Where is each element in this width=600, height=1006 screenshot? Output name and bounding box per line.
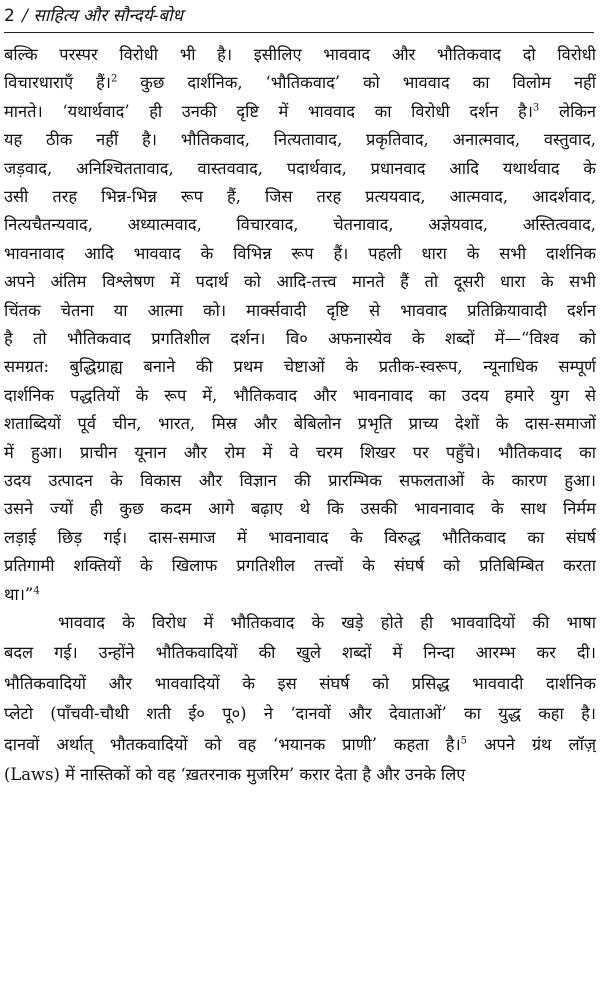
line-text: समग्रत: बुद्धिग्राह्य बनाने की प्रथम चेष्टाओं के प्रतीक-स्वरूप, न्यूनाधिक सम्पूर्ण bbox=[4, 357, 596, 377]
text-line bbox=[4, 40, 596, 70]
text-line bbox=[4, 182, 596, 212]
line-text: (Laws) में नास्तिकों को वह ‘ख़तरनाक मुजरिम’ करार देता है और उनके लिए bbox=[4, 765, 466, 784]
text-line bbox=[4, 730, 596, 760]
line-text: भौतिकवादियों और भाववादियों के इस संघर्ष को प्रसिद्ध भाववादी दार्शनिक bbox=[4, 673, 596, 693]
text-line bbox=[4, 669, 596, 699]
line-text: दानवों अर्थात् भौतकवादियों को वह ‘भयानक प्राणी’ कहता है। bbox=[4, 734, 461, 754]
footnote-marker: 4 bbox=[33, 585, 40, 597]
text-line bbox=[4, 438, 596, 468]
text-line bbox=[4, 638, 596, 668]
line-text: उसने ज्यों ही कुछ कदम आगे बढ़ाए थे कि उसकी भावनावाद के साथ निर्मम bbox=[4, 499, 596, 519]
line-text: है तो भौतिकवाद प्रगतिशील दर्शन। वि० अफनास्येव के शब्दों में—“विश्व को bbox=[4, 329, 596, 348]
text-line bbox=[4, 352, 596, 382]
line-text: जड़वाद, अनिश्चिततावाद, वास्तववाद, पदार्थवाद, प्रधानवाद आदि यथार्थवाद के bbox=[4, 158, 596, 178]
text-line bbox=[58, 608, 596, 638]
line-text: विचारधाराएँ हैं। bbox=[4, 73, 111, 93]
line-text: नित्यचैतन्यवाद, अध्यात्मवाद, विचारवाद, चेतनावाद, अज्ञेयवाद, अस्तित्ववाद, bbox=[4, 215, 596, 235]
page-number: 2 bbox=[4, 6, 15, 26]
line-text: बदल गई। उन्होंने भौतिकवादियों की खुले शब्दों में निन्दा आरम्भ कर दी। bbox=[4, 643, 596, 663]
line-text: शताब्दियों पूर्व चीन, भारत, मिस्र और बेबिलोन प्रभृति प्राच्य देशों के दास-समाजों bbox=[4, 414, 596, 434]
line-text-continued: कुछ दार्शनिक, ‘भौतिकवाद’ को भाववाद का विलोम नहीं bbox=[117, 73, 596, 93]
footnote-marker: 3 bbox=[532, 102, 540, 114]
line-text: उदय उत्पादन के विकास और विज्ञान की प्रारम्भिक सफलताओं के कारण हुआ। bbox=[4, 471, 596, 490]
text-line bbox=[4, 97, 596, 127]
line-text: बल्कि परस्पर विरोधी भी है। इसीलिए भाववाद और भौतिकवाद दो विरोधी bbox=[4, 45, 596, 64]
line-text: चिंतक चेतना या आत्मा को। मार्क्सवादी दृष्टि से भाववाद प्रतिक्रियावादी दर्शन bbox=[4, 300, 596, 320]
text-line bbox=[4, 296, 596, 326]
text-line bbox=[4, 699, 596, 729]
line-text: था।” bbox=[4, 584, 34, 604]
text-line bbox=[4, 494, 596, 524]
line-text-continued: लेकिन bbox=[539, 101, 596, 121]
footnote-marker: 5 bbox=[460, 735, 468, 747]
text-line bbox=[4, 210, 596, 240]
text-line bbox=[4, 125, 596, 155]
text-line bbox=[4, 760, 596, 790]
text-line bbox=[4, 580, 596, 610]
line-text: यह ठीक नहीं है। भौतिकवाद, नित्यतावाद, प्रकृतिवाद, अनात्मवाद, वस्तुवाद, bbox=[4, 130, 596, 150]
line-text: अपने अंतिम विश्लेषण में पदार्थ को आदि-तत्त्व मानते हैं तो दूसरी धारा के सभी bbox=[4, 272, 596, 292]
line-text: प्रतिगामी शक्तियों के खिलाफ प्रगतिशील तत्त्वों के संघर्ष को प्रतिबिम्बित करता bbox=[4, 556, 596, 576]
text-line bbox=[4, 523, 596, 553]
text-line bbox=[4, 324, 596, 354]
header-separator: / bbox=[16, 6, 34, 26]
line-text-continued: अपने ग्रंथ लॉज़् bbox=[467, 734, 596, 754]
line-text: प्लेटो (पाँचवी-चौथी शती ई० पू०) ने ‘दानवों और देवाताओं’ का युद्ध कहा है। bbox=[4, 704, 596, 724]
line-text: दार्शनिक पद्धतियों के रूप में, भौतिकवाद और भावनावाद का उदय हमारे युग से bbox=[4, 385, 596, 405]
text-line bbox=[4, 551, 596, 581]
line-text: लड़ाई छिड़ गई। दास-समाज में भावनावाद के विरुद्ध भौतिकवाद का संघर्ष bbox=[4, 527, 596, 547]
line-text: उसी तरह भिन्न-भिन्न रूप हैं, जिस तरह प्रत्ययवाद, आत्मवाद, आदर्शवाद, bbox=[4, 187, 596, 206]
running-header bbox=[4, 2, 594, 33]
text-line bbox=[4, 68, 596, 98]
line-text: मानते। ‘यथार्थवाद’ ही उनकी दृष्टि में भाववाद का विरोधी दर्शन है। bbox=[4, 101, 533, 121]
text-line bbox=[4, 466, 596, 496]
text-line bbox=[4, 239, 596, 269]
text-line bbox=[4, 267, 596, 297]
line-text: भाववाद के विरोध में भौतिकवाद के खड़े होते ही भाववादियों की भाषा bbox=[58, 613, 596, 632]
text-line bbox=[4, 154, 596, 184]
footnote-marker: 2 bbox=[110, 73, 118, 85]
line-text: में हुआ। प्राचीन यूनान और रोम में वे चरम शिखर पर पहुँचे। भौतिकवाद का bbox=[4, 442, 596, 462]
text-line bbox=[4, 381, 596, 411]
book-title: साहित्य और सौन्दर्य-बोध bbox=[33, 6, 183, 26]
line-text: भावनावाद आदि भाववाद के विभिन्न रूप हैं। पहली धारा के सभी दार्शनिक bbox=[4, 243, 596, 263]
text-line bbox=[4, 409, 596, 439]
